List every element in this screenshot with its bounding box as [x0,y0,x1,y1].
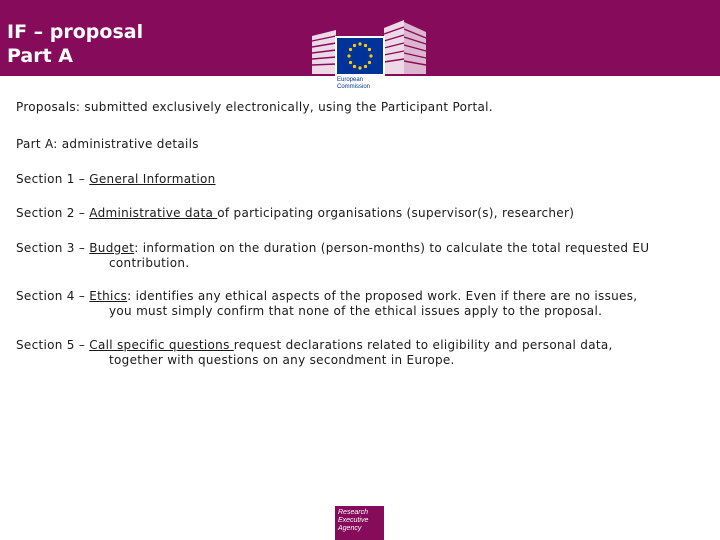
section-4 [16,289,637,319]
section-5-text: request declarations related to eligibility and personal data, [233,338,613,352]
section-4-continuation: you must simply confirm that none of the ethical issues apply to the proposal. [109,304,603,318]
section-2 [16,206,574,221]
european-commission-logo [308,14,432,100]
section-3 [16,241,649,271]
title-line-2: Part A [7,45,74,67]
research-executive-agency-logo [335,506,384,540]
section-2-link[interactable]: Administrative data [89,206,218,220]
section-3-link[interactable]: Budget [89,241,135,255]
section-4-prefix: Section 4 – [16,289,90,303]
section-5 [16,338,613,368]
logo-text [337,77,370,91]
section-4-link[interactable]: Ethics [89,289,128,303]
section-3-prefix: Section 3 – [16,241,90,255]
section-4-text: : identifies any ethical aspects of the proposed work. Even if there are no issues, [127,289,638,303]
agency-line-3: Agency [338,525,362,532]
section-5-prefix: Section 5 – [16,338,90,352]
section-1-link[interactable]: General Information [89,172,216,186]
agency-line-1: Research [338,509,368,516]
part-a-heading: Part A: administrative details [16,137,199,151]
section-5-continuation: together with questions on any secondment in Europe. [109,353,455,367]
agency-line-2: Executive [338,517,369,524]
title-line-1: IF – proposal [7,21,144,43]
intro-text: Proposals: submitted exclusively electronically, using the Participant Portal. [16,100,493,114]
logo-text-line-2: Commission [337,84,371,90]
section-3-continuation: contribution. [109,256,190,270]
section-3-text: : information on the duration (person-months) to calculate the total requested EU [134,241,650,255]
logo-text-line-1: European [337,77,364,83]
section-2-text: of participating organisations (supervisor(s), researcher) [217,206,575,220]
section-1 [16,172,216,187]
section-1-prefix: Section 1 – [16,172,90,186]
section-5-link[interactable]: Call specific questions [89,338,234,352]
page-title [7,20,143,68]
section-2-prefix: Section 2 – [16,206,90,220]
